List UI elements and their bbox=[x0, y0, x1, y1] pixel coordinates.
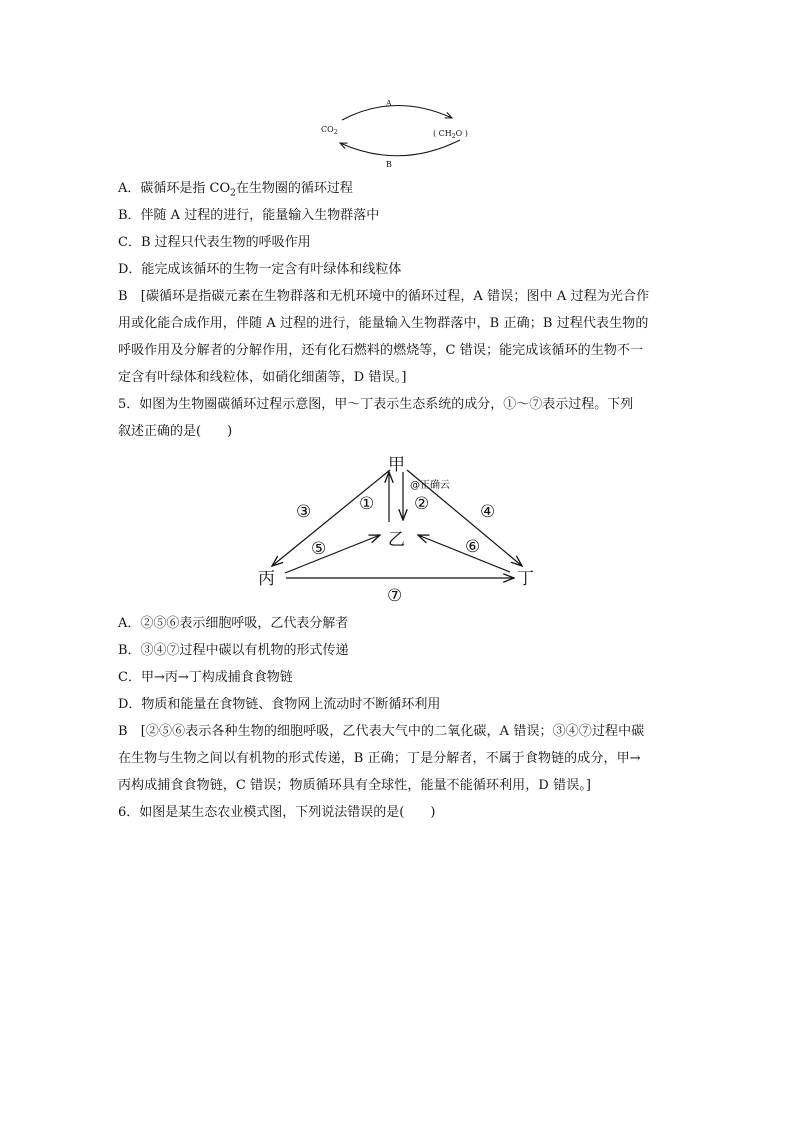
process-4: ④ bbox=[480, 502, 496, 522]
process-2: ② bbox=[414, 494, 430, 514]
arrow-5 bbox=[285, 535, 380, 573]
label-a: A bbox=[386, 99, 392, 108]
node-bing: 丙 bbox=[258, 569, 275, 589]
process-6: ⑥ bbox=[465, 537, 481, 557]
label-b: B bbox=[386, 160, 392, 169]
process-3: ③ bbox=[296, 502, 312, 522]
process-7: ⑦ bbox=[387, 586, 403, 606]
q4-answer-line-3: 呼吸作用及分解者的分解作用，还有化石燃料的燃烧等，C 错误；能完成该循环的生物不一 bbox=[118, 343, 644, 358]
node-yi: 乙 bbox=[388, 530, 405, 550]
q5-option-c: C．甲→丙→丁构成捕食食物链 bbox=[118, 670, 293, 685]
q4-answer-line-1: B [碳循环是指碳元素在生物群落和无机环境中的循环过程，A 错误；图中 A 过程为光合作 bbox=[118, 289, 650, 304]
q6-stem-line-1: 6．如图是某生态农业模式图，下列说法错误的是( ) bbox=[118, 805, 436, 820]
arrow-3 bbox=[272, 470, 390, 566]
q5-option-a: A．②⑤⑥表示细胞呼吸，乙代表分解者 bbox=[118, 616, 349, 631]
watermark-text: @正确云 bbox=[410, 480, 450, 491]
q5-stem-line-1: 5．如图为生物圈碳循环过程示意图，甲～丁表示生态系统的成分，①～⑦表示过程。下列 bbox=[118, 397, 634, 412]
q5-option-d: D．物质和能量在食物链、食物网上流动时不断循环利用 bbox=[118, 697, 441, 712]
q5-answer-line-2: 在生物与生物之间以有机物的形式传递，B 正确；丁是分解者，不属于食物链的成分，甲→ bbox=[118, 751, 641, 766]
node-ding: 丁 bbox=[517, 569, 534, 589]
node-ch2o: ( $CH_2O$ ) bbox=[433, 129, 468, 140]
q5-stem-line-2: 叙述正确的是( ) bbox=[118, 424, 233, 439]
node-jia: 甲 bbox=[388, 455, 405, 475]
q4-option-d: D．能完成该循环的生物一定含有叶绿体和线粒体 bbox=[118, 262, 402, 277]
q4-answer-line-4: 定含有叶绿体和线粒体，如硝化细菌等，D 错误。] bbox=[118, 370, 407, 385]
q4-option-a: A．碳循环是指 $CO_2$在生物圈的循环过程 bbox=[118, 181, 353, 199]
q4-option-b: B．伴随 A 过程的进行，能量输入生物群落中 bbox=[118, 208, 380, 223]
process-1: ① bbox=[359, 494, 375, 514]
q5-answer-line-1: B [②⑤⑥表示各种生物的细胞呼吸，乙代表大气中的二氧化碳，A 错误；③④⑦过程中碳 bbox=[118, 724, 645, 739]
process-5: ⑤ bbox=[311, 539, 327, 559]
q4-option-c: C．B 过程只代表生物的呼吸作用 bbox=[118, 235, 311, 250]
arrow-6 bbox=[418, 535, 510, 572]
q5-answer-line-3: 丙构成捕食食物链，C 错误；物质循环具有全球性，能量不能循环利用，D 错误。] bbox=[118, 778, 592, 793]
q4-answer-line-2: 用或化能合成作用，伴随 A 过程的进行，能量输入生物群落中，B 正确；B 过程代表生物的 bbox=[118, 316, 649, 331]
q5-option-b: B．③④⑦过程中碳以有机物的形式传递 bbox=[118, 643, 349, 658]
node-co2: $CO_2$ bbox=[321, 125, 338, 136]
